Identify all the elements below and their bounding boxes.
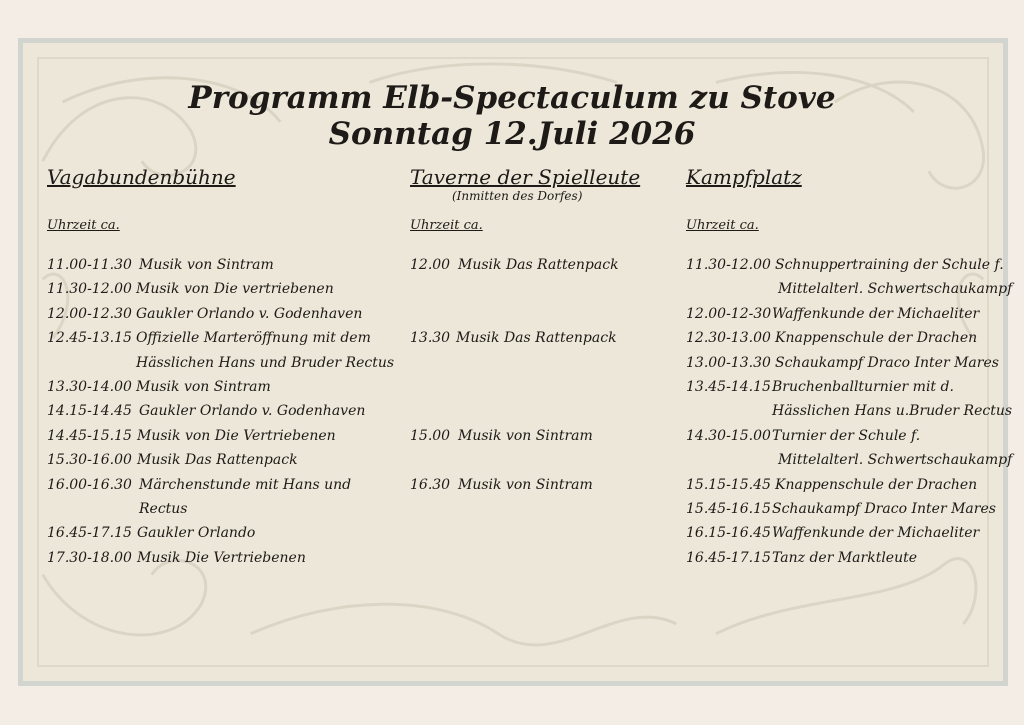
row-time: 16.45-17.15 (47, 525, 132, 542)
row-time: 15.15-15.45 (686, 476, 771, 493)
schedule-row (686, 277, 1016, 301)
row-time: 12.30-13.00 (686, 330, 771, 347)
row-act: Tanz der Marktleute (772, 549, 918, 566)
schedule-row (47, 277, 397, 301)
row-act: Musik von Sintram (458, 427, 593, 444)
schedule-row (410, 277, 670, 301)
schedule-row (410, 351, 670, 375)
row-time: 11.00-11.30 (47, 257, 132, 273)
schedule-row (47, 546, 397, 570)
schedule-row (47, 302, 397, 326)
row-act: Gaukler Orlando v. Godenhaven (136, 305, 363, 322)
row-act: Mittelalterl. Schwertschaukampf (778, 281, 1013, 298)
row-time: 13.45-14.15 (686, 378, 771, 395)
row-act: Musik von Sintram (458, 476, 593, 493)
row-time: 13.30 (410, 330, 451, 347)
row-act: Hässlichen Hans u.Bruder Rectus (772, 403, 1013, 420)
schedule-row (410, 399, 670, 423)
row-act: Musik Die Vertriebenen (137, 549, 306, 566)
schedule-row (47, 326, 397, 350)
row-act: Hässlichen Hans und Bruder Rectus (136, 354, 395, 371)
schedule-list-kampfplatz (686, 253, 1016, 570)
schedule-row (686, 521, 1016, 545)
schedule-list-vagabundenbuehne (47, 253, 397, 570)
row-time: 14.30-15.00 (686, 427, 771, 444)
row-time: 12.45-13.15 (47, 330, 132, 347)
row-act: Gaukler Orlando (137, 525, 256, 542)
row-act: Musik von Sintram (139, 257, 274, 273)
row-act: Waffenkunde der Michaeliter (772, 525, 980, 542)
row-act: Schaukampf Draco Inter Mares (775, 354, 999, 371)
row-act: Knappenschule der Drachen (775, 476, 978, 493)
schedule-row (47, 448, 397, 472)
row-act: Knappenschule der Drachen (775, 330, 978, 347)
row-time: 17.30-18.00 (47, 549, 132, 566)
time-label: Uhrzeit ca. (686, 218, 759, 233)
row-act: Waffenkunde der Michaeliter (772, 305, 980, 322)
page-subtitle-date: Sonntag 12.Juli 2026 (328, 116, 696, 152)
schedule-row (47, 399, 397, 423)
schedule-row (47, 521, 397, 545)
row-act: Musik Das Rattenpack (458, 257, 619, 273)
schedule-row (686, 351, 1016, 375)
schedule-row (686, 546, 1016, 570)
row-act: Musik Das Rattenpack (456, 330, 617, 347)
time-label: Uhrzeit ca. (410, 218, 483, 233)
schedule-row (47, 351, 397, 375)
row-time: 12.00-12-30 (686, 305, 772, 322)
schedule-row (410, 448, 670, 472)
schedule-row (47, 497, 397, 521)
schedule-row (686, 497, 1016, 521)
row-act: Musik von Die Vertriebenen (137, 427, 336, 444)
schedule-row (686, 399, 1016, 423)
row-time: 14.15-14.45 (47, 403, 132, 420)
row-time: 12.00-12.30 (47, 305, 132, 322)
schedule-row (686, 375, 1016, 399)
schedule-row (47, 473, 397, 497)
row-time: 16.15-16.45 (686, 525, 771, 542)
row-act: Schaukampf Draco Inter Mares (772, 500, 996, 517)
row-act: Märchenstunde mit Hans und (139, 476, 352, 493)
column-heading-kampfplatz: Kampfplatz (686, 165, 802, 189)
row-time: 16.00-16.30 (47, 476, 132, 493)
row-time: 11.30-12.00 (47, 281, 132, 298)
row-time: 15.45-16.15 (686, 500, 771, 517)
schedule-row (686, 424, 1016, 448)
row-act: Musik von Sintram (136, 378, 271, 395)
row-time: 13.30-14.00 (47, 378, 132, 395)
schedule-row (686, 473, 1016, 497)
schedule-row (47, 253, 397, 277)
row-act: Mittelalterl. Schwertschaukampf (778, 452, 1013, 469)
schedule-list-taverne (410, 253, 670, 497)
time-label: Uhrzeit ca. (47, 218, 120, 233)
schedule-row (410, 473, 670, 497)
row-time: 16.45-17.15 (686, 549, 771, 566)
page-title: Programm Elb-Spectaculum zu Stove (188, 80, 836, 116)
row-act: Musik von Die vertriebenen (136, 281, 334, 298)
column-heading-vagabundenbuehne: Vagabundenbühne (47, 165, 236, 189)
row-act: Turnier der Schule f. (772, 427, 921, 444)
row-act: Musik Das Rattenpack (137, 452, 298, 469)
schedule-row (410, 253, 670, 277)
row-time: 16.30 (410, 476, 451, 493)
schedule-row (686, 302, 1016, 326)
column-heading-taverne: Taverne der Spielleute (410, 165, 641, 189)
schedule-row (410, 375, 670, 399)
schedule-row (686, 326, 1016, 350)
row-act: Offizielle Marteröffnung mit dem (136, 330, 371, 347)
row-time: 13.00-13.30 (686, 354, 771, 371)
schedule-row (410, 302, 670, 326)
row-act: Schnuppertraining der Schule f. (775, 257, 1004, 273)
schedule-row (686, 253, 1016, 277)
schedule-row (47, 424, 397, 448)
column-subheading-taverne: (Inmitten des Dorfes) (452, 189, 583, 203)
schedule-row (47, 375, 397, 399)
schedule-row (410, 424, 670, 448)
row-time: 15.00 (410, 427, 451, 444)
row-act: Rectus (139, 500, 188, 517)
row-act: Bruchenballturnier mit d. (772, 378, 954, 395)
row-time: 12.00 (410, 257, 451, 273)
schedule-row (410, 326, 670, 350)
schedule-row (686, 448, 1016, 472)
row-act: Gaukler Orlando v. Godenhaven (139, 403, 366, 420)
row-time: 14.45-15.15 (47, 427, 132, 444)
row-time: 11.30-12.00 (686, 257, 771, 273)
row-time: 15.30-16.00 (47, 452, 132, 469)
